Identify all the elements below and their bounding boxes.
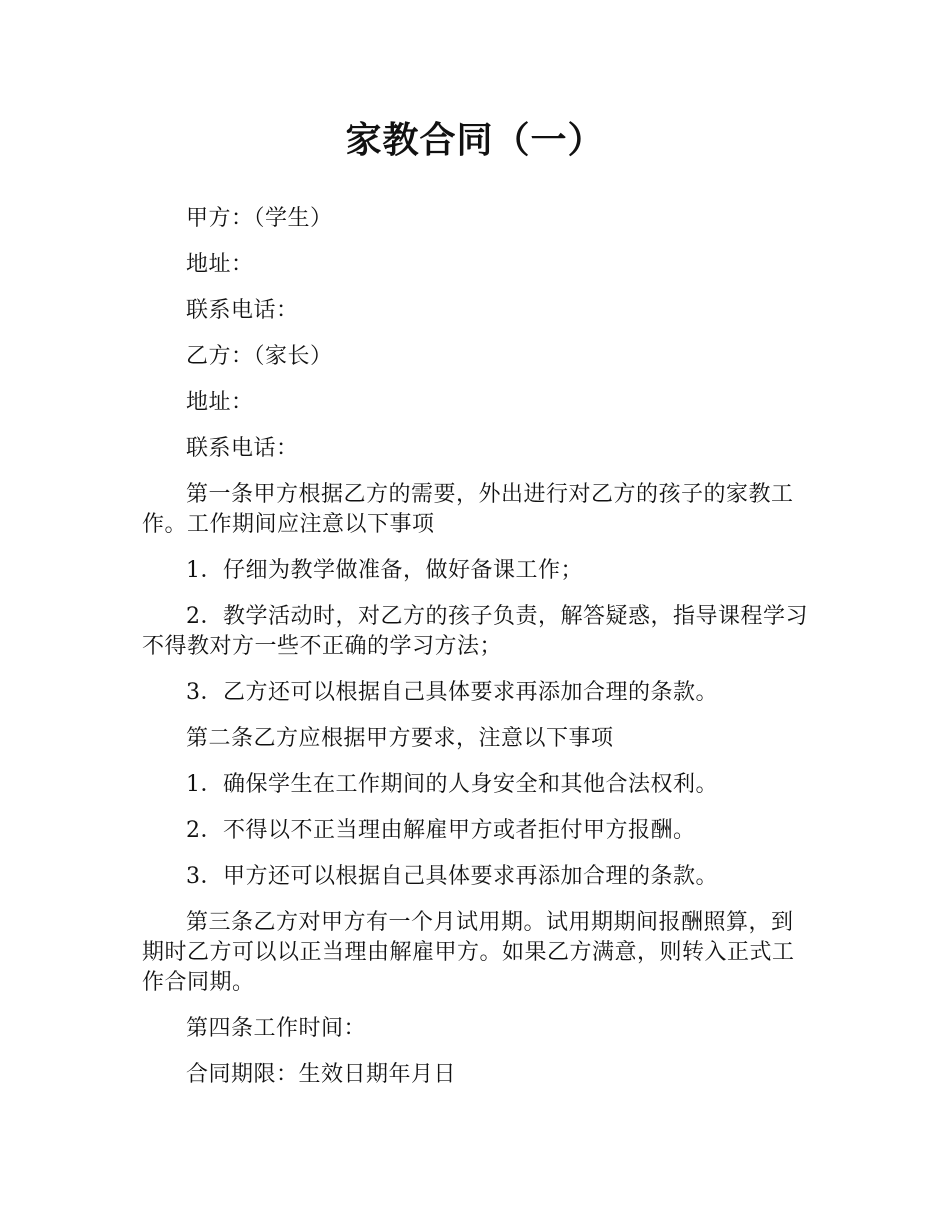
party-a-phone: 联系电话： <box>186 298 299 323</box>
document-body <box>142 200 814 1090</box>
contract-term: 合同期限：生效日期年月日 <box>186 1062 457 1087</box>
party-a-address: 地址： <box>186 252 254 277</box>
article-4: 第四条工作时间： <box>186 1016 367 1041</box>
article-2-item-3: 3．甲方还可以根据自己具体要求再添加合理的条款。 <box>186 864 718 889</box>
article-1-item-3: 3．乙方还可以根据自己具体要求再添加合理的条款。 <box>186 680 718 705</box>
party-b-address: 地址： <box>186 390 254 415</box>
party-b-label: 乙方：（家长） <box>186 344 333 369</box>
article-1-item-1: 1．仔细为教学做准备，做好备课工作； <box>186 558 583 583</box>
article-1: 第一条甲方根据乙方的需要，外出进行对乙方的孩子的家教工作。工作期间应注意以下事项 <box>142 482 794 537</box>
article-2-item-1: 1．确保学生在工作期间的人身安全和其他合法权利。 <box>186 772 718 797</box>
document-title: 家教合同（一） <box>345 120 605 161</box>
article-2: 第二条乙方应根据甲方要求，注意以下事项 <box>186 726 614 751</box>
article-2-item-2: 2．不得以不正当理由解雇甲方或者拒付甲方报酬。 <box>186 818 696 843</box>
article-1-item-2: 2．教学活动时，对乙方的孩子负责，解答疑惑，指导课程学习不得教对方一些不正确的学习方法； <box>142 604 808 659</box>
party-b-phone: 联系电话： <box>186 436 299 461</box>
article-3: 第三条乙方对甲方有一个月试用期。试用期期间报酬照算，到期时乙方可以以正当理由解雇甲方。如果乙方满意，则转入正式工作合同期。 <box>142 910 795 995</box>
party-a-label: 甲方：（学生） <box>186 206 333 231</box>
